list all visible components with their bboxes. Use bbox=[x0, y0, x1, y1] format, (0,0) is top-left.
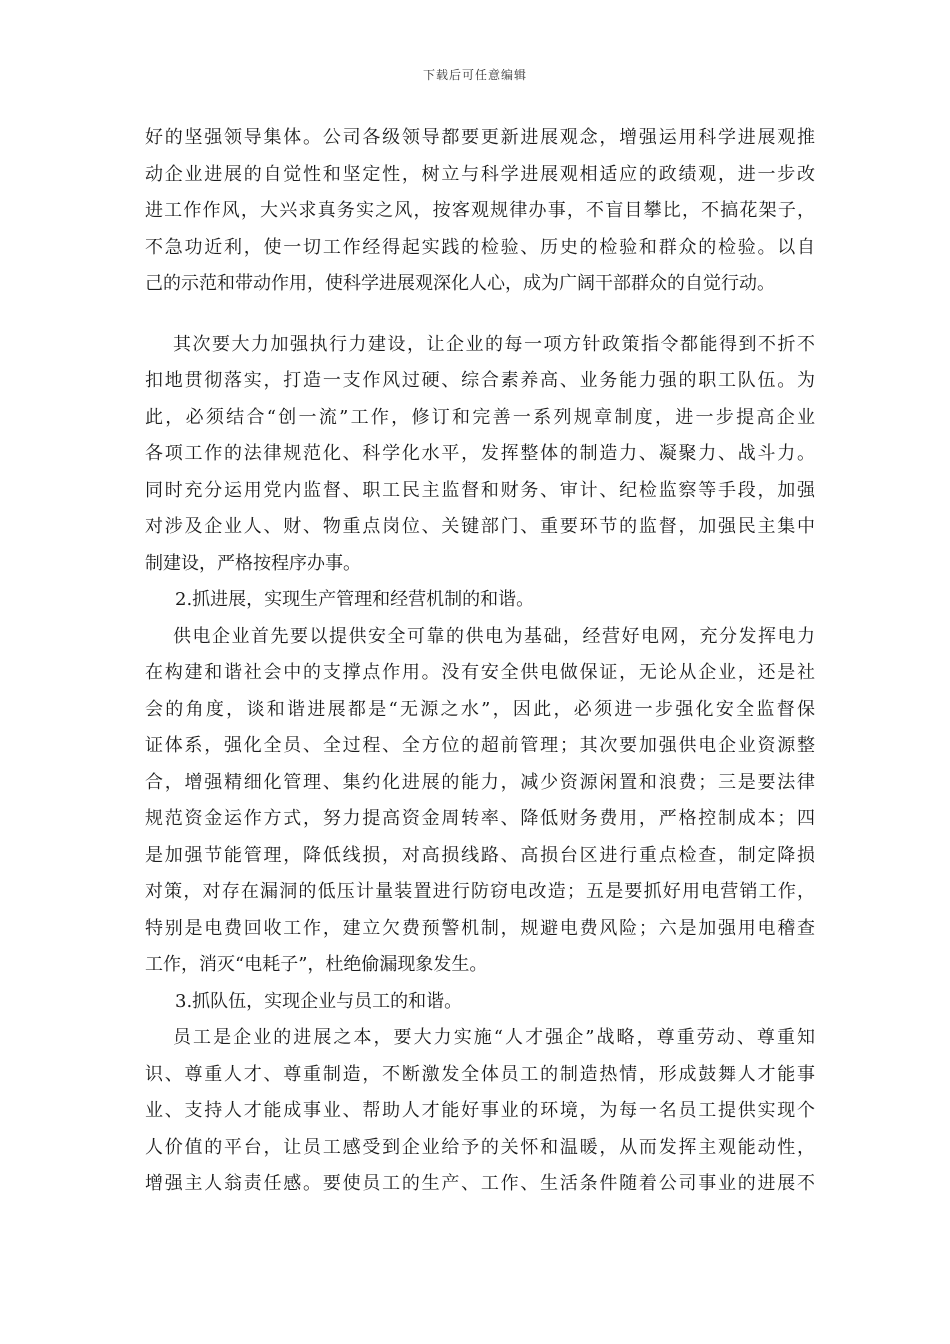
section-heading: 3.抓队伍，实现企业与员工的和谐。 bbox=[175, 990, 463, 1012]
text-line: 同时充分运用党内监督、职工民主监督和财务、审计、纪检监察等手段，加强 bbox=[145, 479, 815, 501]
page-header: 下载后可任意编辑 bbox=[422, 68, 527, 82]
text-line: 不急功近利，使一切工作经得起实践的检验、历史的检验和群众的检验。以自 bbox=[145, 236, 815, 258]
text-line: 会的角度，谈和谐进展都是“无源之水”，因此，必须进一步强化安全监督保 bbox=[145, 698, 815, 720]
text-line: 在构建和谐社会中的支撑点作用。没有安全供电做保证，无论从企业，还是社 bbox=[145, 662, 815, 683]
text-line: 业、支持人才能成事业、帮助人才能好事业的环境，为每一名员工提供实现个 bbox=[145, 1100, 815, 1121]
text-line: 特别是电费回收工作，建立欠费预警机制，规避电费风险；六是加强用电稽查 bbox=[145, 917, 815, 939]
text-line: 证体系，强化全员、全过程、全方位的超前管理；其次要加强供电企业资源整 bbox=[145, 735, 815, 756]
text-line: 动企业进展的自觉性和坚定性，树立与科学进展观相适应的政绩观，进一步改 bbox=[145, 163, 815, 185]
text-line: 进工作作风，大兴求真务实之风，按客观规律办事，不盲目攀比，不搞花架子， bbox=[145, 200, 815, 221]
text-line: 己的示范和带动作用，使科学进展观深化人心，成为广阔干部群众的自觉行动。 bbox=[145, 273, 775, 294]
text-line: 对涉及企业人、财、物重点岗位、关键部门、重要环节的监督，加强民主集中 bbox=[145, 516, 815, 537]
text-line: 扣地贯彻落实，打造一支作风过硬、综合素养高、业务能力强的职工队伍。为 bbox=[145, 370, 815, 391]
paragraph-gap bbox=[145, 303, 815, 327]
text-line: 工作，消灭“电耗子”，杜绝偷漏现象发生。 bbox=[145, 954, 488, 975]
text-line: 此，必须结合“创一流”工作，修订和完善一系列规章制度，进一步提高企业 bbox=[145, 406, 815, 428]
text-line: 合，增强精细化管理、集约化进展的能力，减少资源闲置和浪费；三是要法律 bbox=[145, 771, 815, 793]
text-line: 好的坚强领导集体。公司各级领导都要更新进展观念，增强运用科学进展观推 bbox=[145, 127, 815, 148]
text-line: 供电企业首先要以提供安全可靠的供电为基础，经营好电网，充分发挥电力 bbox=[173, 625, 815, 647]
paragraph-3 bbox=[145, 619, 815, 984]
text-line: 识、尊重人才、尊重制造，不断激发全体员工的制造热情，形成鼓舞人才能事 bbox=[145, 1063, 815, 1085]
text-line: 规范资金运作方式，努力提高资金周转率、降低财务费用，严格控制成本；四 bbox=[145, 808, 815, 829]
section-heading: 2.抓进展，实现生产管理和经营机制的和谐。 bbox=[175, 589, 535, 610]
paragraph-1 bbox=[145, 120, 815, 303]
text-line: 对策，对存在漏洞的低压计量装置进行防窃电改造；五是要抓好用电营销工作， bbox=[145, 881, 815, 902]
text-line: 人价值的平台，让员工感受到企业给予的关怀和温暖，从而发挥主观能动性， bbox=[145, 1136, 815, 1158]
body-text bbox=[145, 120, 815, 1203]
text-line: 各项工作的法律规范化、科学化水平，发挥整体的制造力、凝聚力、战斗力。 bbox=[145, 443, 815, 464]
paragraph-4 bbox=[145, 1020, 815, 1203]
text-line: 其次要大力加强执行力建设，让企业的每一项方针政策指令都能得到不折不 bbox=[173, 333, 815, 355]
text-line: 员工是企业的进展之本，要大力实施“人才强企”战略，尊重劳动、尊重知 bbox=[173, 1027, 815, 1048]
text-line: 增强主人翁责任感。要使员工的生产、工作、生活条件随着公司事业的进展不 bbox=[145, 1173, 815, 1194]
paragraph-2 bbox=[145, 327, 815, 583]
text-line: 是加强节能管理，降低线损，对高损线路、高损台区进行重点检查，制定降损 bbox=[145, 844, 815, 866]
text-line: 制建设，严格按程序办事。 bbox=[145, 552, 361, 574]
